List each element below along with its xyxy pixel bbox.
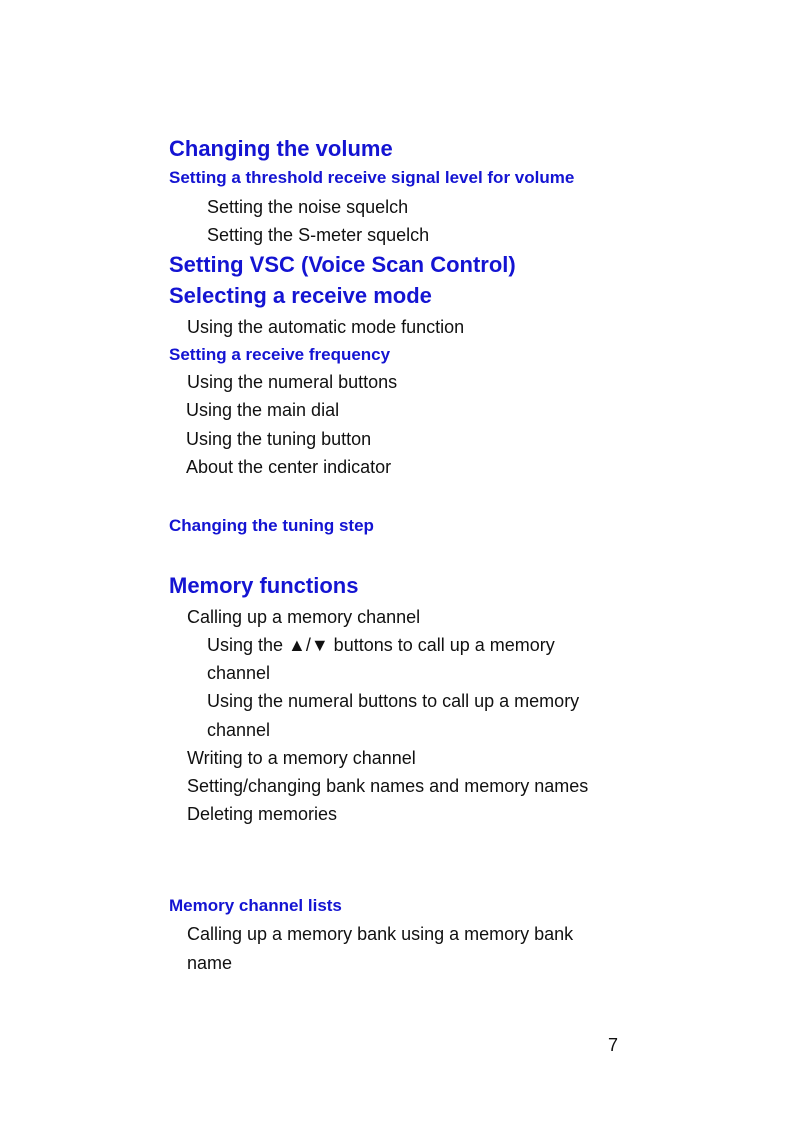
toc-item-calling-memory-channel[interactable]: Calling up a memory channel [187,607,421,627]
toc-item-calling-bank-line2[interactable]: name [187,953,233,973]
toc-heading-memory-functions[interactable]: Memory functions [169,573,359,598]
toc-subheading-memory-channel-lists[interactable]: Memory channel lists [169,896,342,915]
toc-item-updown-buttons-line1[interactable]: Using the ▲/▼ buttons to call up a memory [207,635,555,655]
toc-item-main-dial[interactable]: Using the main dial [186,400,340,420]
toc-item-numeral-buttons[interactable]: Using the numeral buttons [187,372,398,392]
page-number: 7 [608,1035,619,1055]
toc-heading-receive-mode[interactable]: Selecting a receive mode [169,283,432,308]
toc-item-noise-squelch[interactable]: Setting the noise squelch [207,197,409,217]
toc-subheading-threshold-level[interactable]: Setting a threshold receive signal level for volume [169,168,575,187]
toc-item-tuning-button[interactable]: Using the tuning button [186,429,372,449]
toc-item-writing-memory[interactable]: Writing to a memory channel [187,748,416,768]
toc-item-calling-bank-line1[interactable]: Calling up a memory bank using a memory bank [187,924,574,944]
toc-item-numeral-call-line1[interactable]: Using the numeral buttons to call up a memory [207,691,580,711]
toc-item-bank-names[interactable]: Setting/changing bank names and memory names [187,776,589,796]
toc-heading-vsc[interactable]: Setting VSC (Voice Scan Control) [169,252,516,277]
toc-item-updown-buttons-line2[interactable]: channel [207,663,271,683]
toc-item-center-indicator[interactable]: About the center indicator [186,457,392,477]
toc-item-deleting-memories[interactable]: Deleting memories [187,804,338,824]
toc-item-smeter-squelch[interactable]: Setting the S-meter squelch [207,225,430,245]
toc-item-auto-mode[interactable]: Using the automatic mode function [187,317,465,337]
toc-item-numeral-call-line2[interactable]: channel [207,720,271,740]
toc-heading-changing-volume[interactable]: Changing the volume [169,136,393,161]
toc-subheading-tuning-step[interactable]: Changing the tuning step [169,516,374,535]
toc-subheading-receive-frequency[interactable]: Setting a receive frequency [169,345,391,364]
